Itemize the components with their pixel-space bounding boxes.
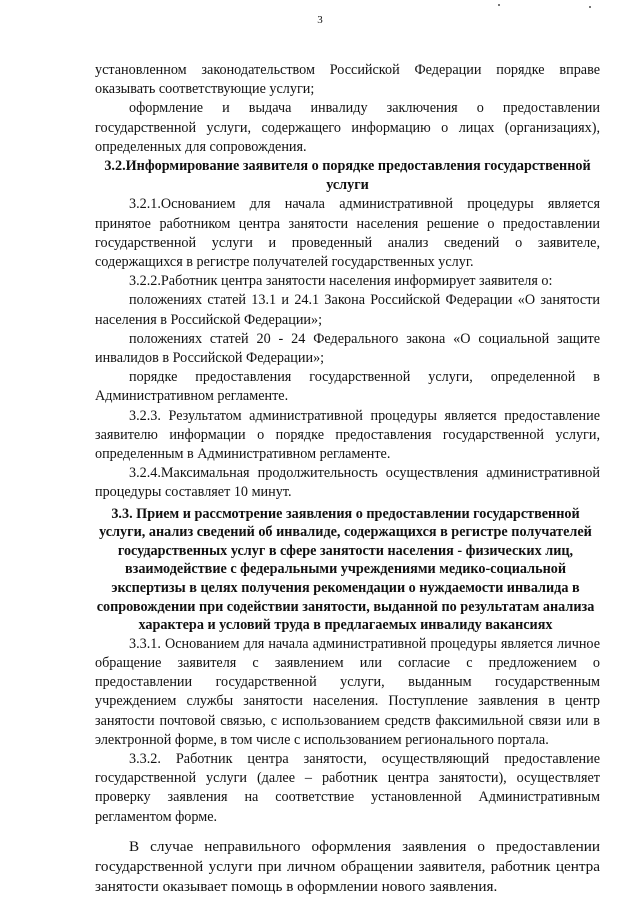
paragraph: 3.2.2.Работник центра занятости населения информирует заявителя о: [129,273,553,290]
document-body [95,61,600,897]
paragraph: 3.2.1.Основанием для начала административной процедуры является принятое работником центра занятости населения решение о предоставлении государственной услуги и проведенный анализ сведений о заявителе, содержащихся в регистре получателей государственных услуг. [95,196,600,271]
paragraph: положениях статей 13.1 и 24.1 Закона Российской Федерации «О занятости населения в Российской Федерации»; [95,292,600,328]
paragraph: оформление и выдача инвалиду заключения о предоставлении государственной услуги, содержащего информацию о лицах (организациях), определенных для сопровождения. [95,100,600,155]
paragraph: В случае неправильного оформления заявления о предоставлении государственной услуги при личном обращении заявителя, работник центра занятости оказывает помощь в оформлении нового заявления. [95,837,600,895]
section-heading-3-3: 3.3. Прием и рассмотрение заявления о предоставлении государственной услуги, анализ сведений об инвалиде, содержащихся в регистре получателей государственных услуг в сфере занятости населения - физических лиц, взаимодействие с федеральными учреждениями медико-социальной экспертизы в целях получения рекомендации о нуждаемости инвалида в сопровождении при содействии занятости, выданной по результатам анализа характера и условий труда в предлагаемых инвалиду вакансиях [96,505,595,634]
paragraph: порядке предоставления государственной услуги, определенной в Административном регламенте. [95,369,600,405]
paragraph: установленном законодательством Российской Федерации порядке вправе оказывать соответствующие услуги; [95,62,600,98]
paragraph: 3.3.2. Работник центра занятости, осуществляющий предоставление государственной услуги (далее – работник центра занятости), осуществляет проверку заявления на соответствие установленной Административным регламентом форме. [95,751,600,825]
scan-speck [498,4,500,6]
page-number: 3 [317,14,323,26]
paragraph: 3.3.1. Основанием для начала административной процедуры является личное обращение заявителя с заявлением или согласие с предложением о предоставлении государственной услуги, выданным государственным учреждением службы занятости населения. Поступление заявления в центр занятости почтовой связью, с использованием средств факсимильной связи или в электронной форме, в том числе с использованием регионального портала. [95,635,600,748]
paragraph: положениях статей 20 - 24 Федерального закона «О социальной защите инвалидов в Российской Федерации»; [95,330,600,367]
paragraph: 3.2.3. Результатом административной процедуры является предоставление заявителю информации о порядке предоставления государственной услуги, определенным в Административном регламенте. [95,407,600,463]
paragraph: 3.2.4.Максимальная продолжительность осуществления административной процедуры составляет 10 минут. [95,465,600,501]
scan-speck [589,6,591,8]
section-heading-3-2: 3.2.Информирование заявителя о порядке предоставления государственной услуги [104,158,591,194]
